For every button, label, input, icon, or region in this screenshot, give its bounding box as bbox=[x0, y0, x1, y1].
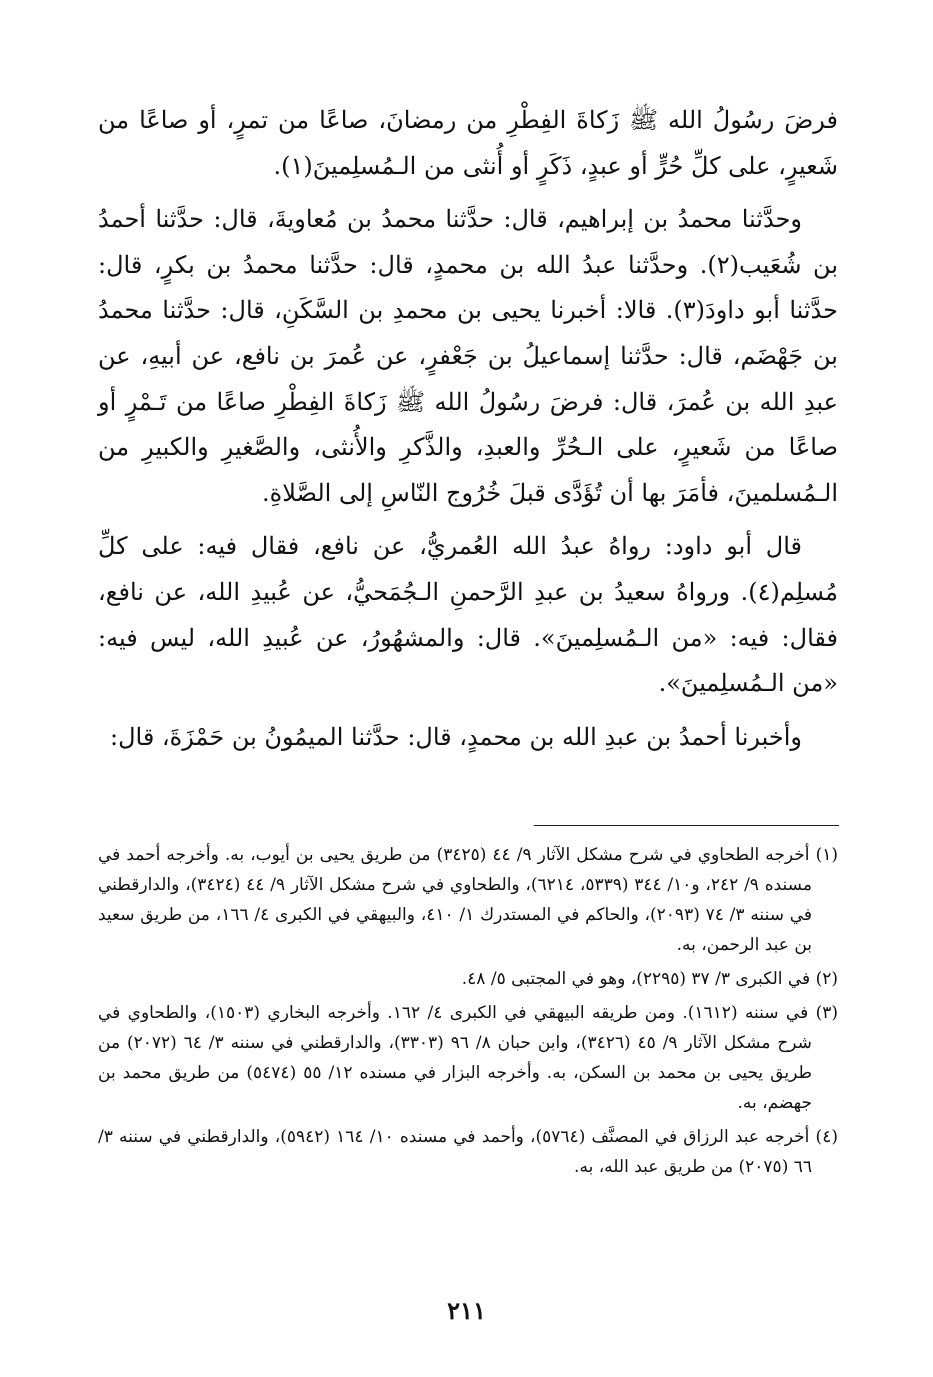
page-number: ٢١١ bbox=[447, 1296, 486, 1325]
paragraph-2: وحدَّثنا محمدُ بن إبراهيم، قال: حدَّثنا محمدُ بن مُعاويةَ، قال: حدَّثنا أحمدُ بن شُعَيب(٢). وحدَّثنا عبدُ الله بن محمدٍ، قال: حدَّثنا محمدُ بن بكرٍ، قال: حدَّثنا أبو داودَ(٣). قالا: أخبرنا يحيى بن محمدِ بن السَّكَنِ، قال: حدَّثنا محمدُ بن جَهْضَم، قال: حدَّثنا إسماعيلُ بن جَعْفرٍ، عن عُمرَ بن نافع، عن أبيهِ، عن عبدِ الله بن عُمرَ، قال: فرضَ رسُولُ الله ﷺ زَكاةَ الفِطْرِ صاعًا من تَـمْرٍ أو صاعًا من شَعيرٍ، على الـحُرِّ والعبدِ، والذَّكرِ والأُنثى، والصَّغيرِ والكبيرِ من الـمُسلمينَ، فأمَرَ بها أن تُؤَدَّى قبلَ خُرُوج النّاسِ إلى الصَّلاةِ. bbox=[98, 205, 838, 507]
paragraph-4: وأخبرنا أحمدُ بن عبدِ الله بن محمدٍ، قال: حدَّثنا الميمُونُ بن حَمْزَةَ، قال: bbox=[109, 722, 802, 751]
footnote-4: (٤) أخرجه عبد الرزاق في المصنَّف (٥٧٦٤)، وأحمد في مسنده ١٠/ ١٦٤ (٥٩٤٢)، والدارقطني في سننه ٣/ ٦٦ (٢٠٧٥) من طريق عبد الله، به. bbox=[98, 1127, 838, 1177]
footnote-3: (٣) في سننه (١٦١٢). ومن طريقه البيهقي في الكبرى ٤/ ١٦٢. وأخرجه البخاري (١٥٠٣)، والطحاوي في شرح مشكل الآثار ٩/ ٤٥ (٣٤٢٦)، وابن حبان ٨/ ٩٦ (٣٣٠٣)، والدارقطني في سننه ٣/ ٦٤ (٢٠٧٢) من طريق يحيى بن محمد بن السكن، به. وأخرجه البزار في مسنده ١٢/ ٥٥ (٥٤٧٤) من طريق محمد بن جهضم، به. bbox=[98, 1003, 839, 1113]
footnotes bbox=[98, 840, 838, 1186]
footnote-2: (٢) في الكبرى ٣/ ٣٧ (٢٢٩٥)، وهو في المجتبى ٥/ ٤٨. bbox=[461, 969, 838, 989]
main-text bbox=[98, 98, 838, 768]
paragraph-1: فرضَ رسُولُ الله ﷺ زَكاةَ الفِطْرِ من رمضانَ، صاعًا من تمرٍ، أو صاعًا من شَعيرٍ، على كلِّ حُرٍّ أو عبدٍ، ذَكَرٍ أو أُنثى من الـمُسلِمينَ(١). bbox=[98, 106, 838, 180]
footnote-1: (١) أخرجه الطحاوي في شرح مشكل الآثار ٩/ ٤٤ (٣٤٢٥) من طريق يحيى بن أيوب، به. وأخرجه أحمد في مسنده ٩/ ٢٤٢، و١٠/ ٣٤٤ (٥٣٣٩، ٦٢١٤)، والطحاوي في شرح مشكل الآثار ٩/ ٤٤ (٣٤٢٤)، والدارقطني في سننه ٣/ ٧٤ (٢٠٩٣)، والحاكم في المستدرك ١/ ٤١٠، والبيهقي في الكبرى ٤/ ١٦٦، من طريق سعيد بن عبد الرحمن، به. bbox=[98, 845, 838, 955]
paragraph-3: قال أبو داود: رواهُ عبدُ الله العُمريُّ، عن نافع، فقال فيه: على كلِّ مُسلِم(٤). ورواهُ سعيدُ بن عبدِ الرَّحمنِ الـجُمَحيُّ، عن عُبيدِ الله، عن نافع، فقال: فيه: «من الـمُسلِمينَ». قال: والمشهُورُ، عن عُبيدِ الله، ليس فيه: «من الـمُسلِمينَ». bbox=[98, 532, 839, 698]
footnote-divider bbox=[534, 825, 839, 826]
